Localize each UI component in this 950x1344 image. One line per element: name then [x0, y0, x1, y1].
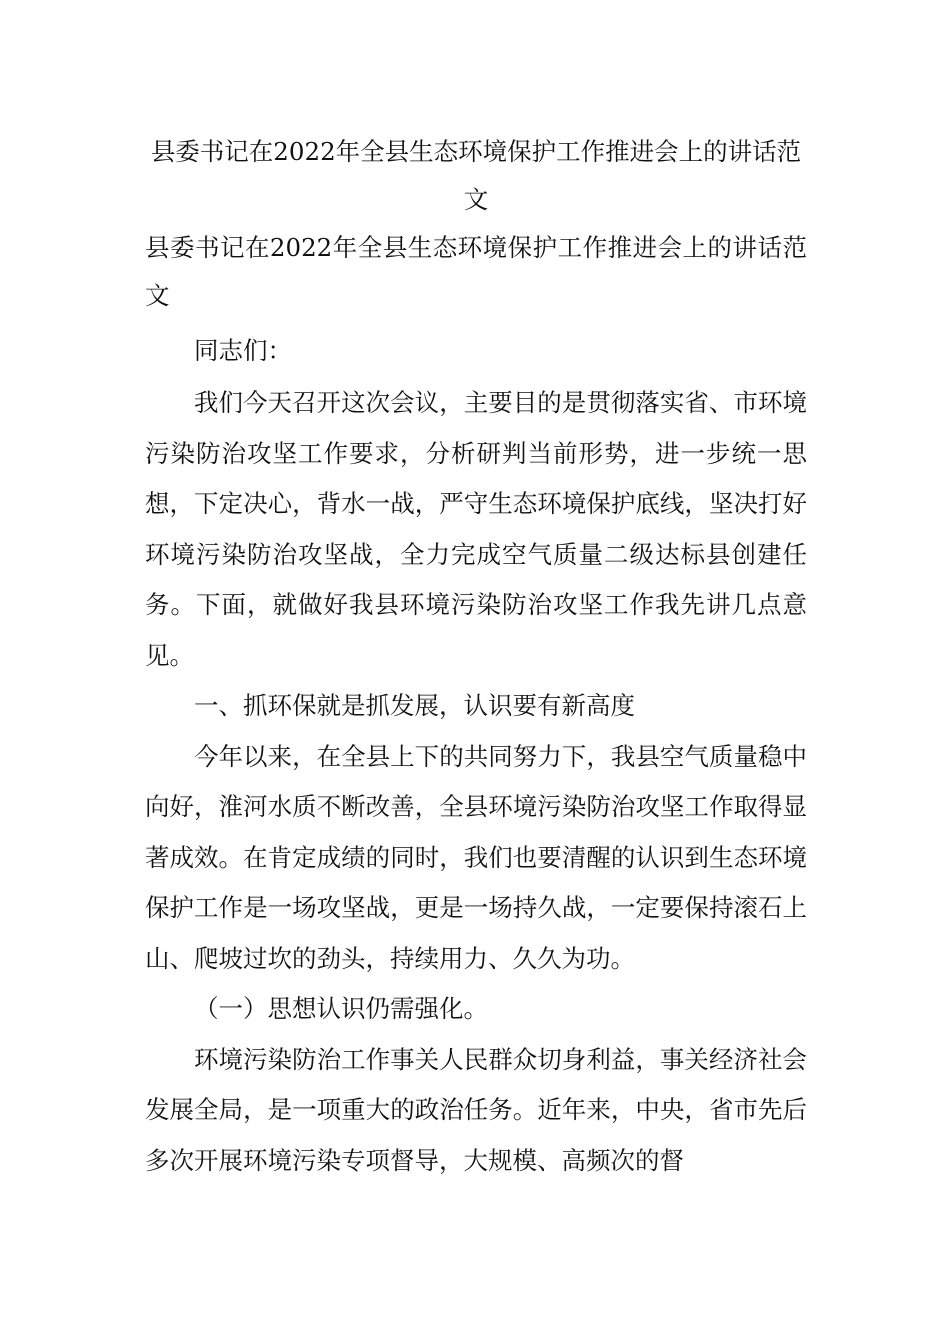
salutation: 同志们： [194, 336, 292, 365]
paragraph-progress: 今年以来，在全县上下的共同努力下，我县空气质量稳中向好，淮河水质不断改善，全县环境污染防治攻坚工作取得显著成效。在肯定成绩的同时，我们也要清醒的认识到生态环境保护工作是一场攻坚战，更是一场持久战，一定要保持滚石上山、爬坡过坎的劲头，持续用力、久久为功。 [145, 741, 807, 973]
document-subtitle: 县委书记在2022年全县生态环境保护工作推进会上的讲话范文 [145, 233, 807, 310]
document-body [145, 128, 807, 1186]
section-heading-1: 一、抓环保就是抓发展，认识要有新高度 [194, 691, 635, 720]
paragraph-intro: 我们今天召开这次会议，主要目的是贯彻落实省、市环境污染防治攻坚工作要求，分析研判当前形势，进一步统一思想，下定决心，背水一战，严守生态环境保护底线，坚决打好环境污染防治攻坚战，全力完成空气质量二级达标县创建任务。下面，就做好我县环境污染防治攻坚工作我先讲几点意见。 [145, 388, 807, 670]
subsection-heading-1: （一）思想认识仍需强化。 [194, 994, 488, 1023]
paragraph-awareness: 环境污染防治工作事关人民群众切身利益，事关经济社会发展全局，是一项重大的政治任务。近年来，中央，省市先后多次开展环境污染专项督导，大规模、高频次的督 [145, 1044, 807, 1175]
document-title: 县委书记在2022年全县生态环境保护工作推进会上的讲话范文 [150, 137, 802, 214]
